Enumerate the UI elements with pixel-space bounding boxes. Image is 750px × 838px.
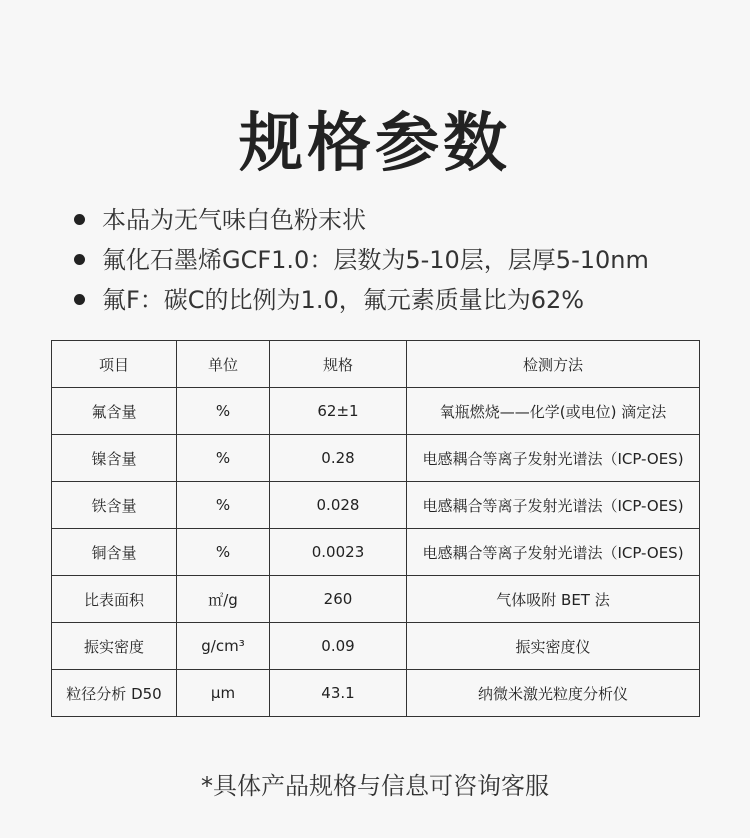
cell-item: 镍含量	[52, 435, 177, 482]
table-row	[52, 482, 700, 529]
feature-text: 本品为无气味白色粉末状	[102, 206, 366, 234]
cell-item: 粒径分析 D50	[52, 670, 177, 717]
cell-item: 比表面积	[52, 576, 177, 623]
header-spec: 规格	[270, 341, 407, 388]
table-row	[52, 529, 700, 576]
cell-spec: 0.028	[270, 482, 407, 529]
table-row	[52, 435, 700, 482]
cell-unit: μm	[177, 670, 270, 717]
header-unit: 单位	[177, 341, 270, 388]
feature-item	[72, 240, 649, 280]
cell-unit: ㎡/g	[177, 576, 270, 623]
cell-unit: g/cm³	[177, 623, 270, 670]
feature-item	[72, 200, 649, 240]
footnote: *具体产品规格与信息可咨询客服	[201, 772, 549, 800]
table-row	[52, 623, 700, 670]
feature-text: 氟化石墨烯GCF1.0：层数为5-10层，层厚5-10nm	[102, 246, 649, 274]
cell-spec: 0.0023	[270, 529, 407, 576]
header-method: 检测方法	[407, 341, 700, 388]
cell-unit: %	[177, 529, 270, 576]
bullet-dot-icon	[74, 294, 85, 305]
cell-method: 纳微米激光粒度分析仪	[407, 670, 700, 717]
cell-method: 氧瓶燃烧——化学(或电位) 滴定法	[407, 388, 700, 435]
cell-spec: 0.09	[270, 623, 407, 670]
feature-list	[72, 200, 649, 320]
bullet-dot-icon	[74, 214, 85, 225]
header-item: 项目	[52, 341, 177, 388]
bullet-dot-icon	[74, 254, 85, 265]
cell-method: 电感耦合等离子发射光谱法（ICP-OES)	[407, 435, 700, 482]
spec-table	[51, 340, 700, 717]
feature-text: 氟F：碳C的比例为1.0，氟元素质量比为62%	[102, 286, 585, 314]
cell-unit: %	[177, 482, 270, 529]
cell-unit: %	[177, 435, 270, 482]
cell-method: 电感耦合等离子发射光谱法（ICP-OES)	[407, 482, 700, 529]
table-header-row	[52, 341, 700, 388]
cell-spec: 62±1	[270, 388, 407, 435]
feature-item	[72, 280, 649, 320]
table-row	[52, 388, 700, 435]
cell-spec: 260	[270, 576, 407, 623]
cell-method: 振实密度仪	[407, 623, 700, 670]
cell-item: 振实密度	[52, 623, 177, 670]
cell-item: 铜含量	[52, 529, 177, 576]
cell-item: 铁含量	[52, 482, 177, 529]
cell-item: 氟含量	[52, 388, 177, 435]
cell-method: 电感耦合等离子发射光谱法（ICP-OES)	[407, 529, 700, 576]
page-title: 规格参数	[239, 107, 511, 181]
table-row	[52, 670, 700, 717]
cell-spec: 0.28	[270, 435, 407, 482]
cell-unit: %	[177, 388, 270, 435]
table-row	[52, 576, 700, 623]
cell-spec: 43.1	[270, 670, 407, 717]
cell-method: 气体吸附 BET 法	[407, 576, 700, 623]
